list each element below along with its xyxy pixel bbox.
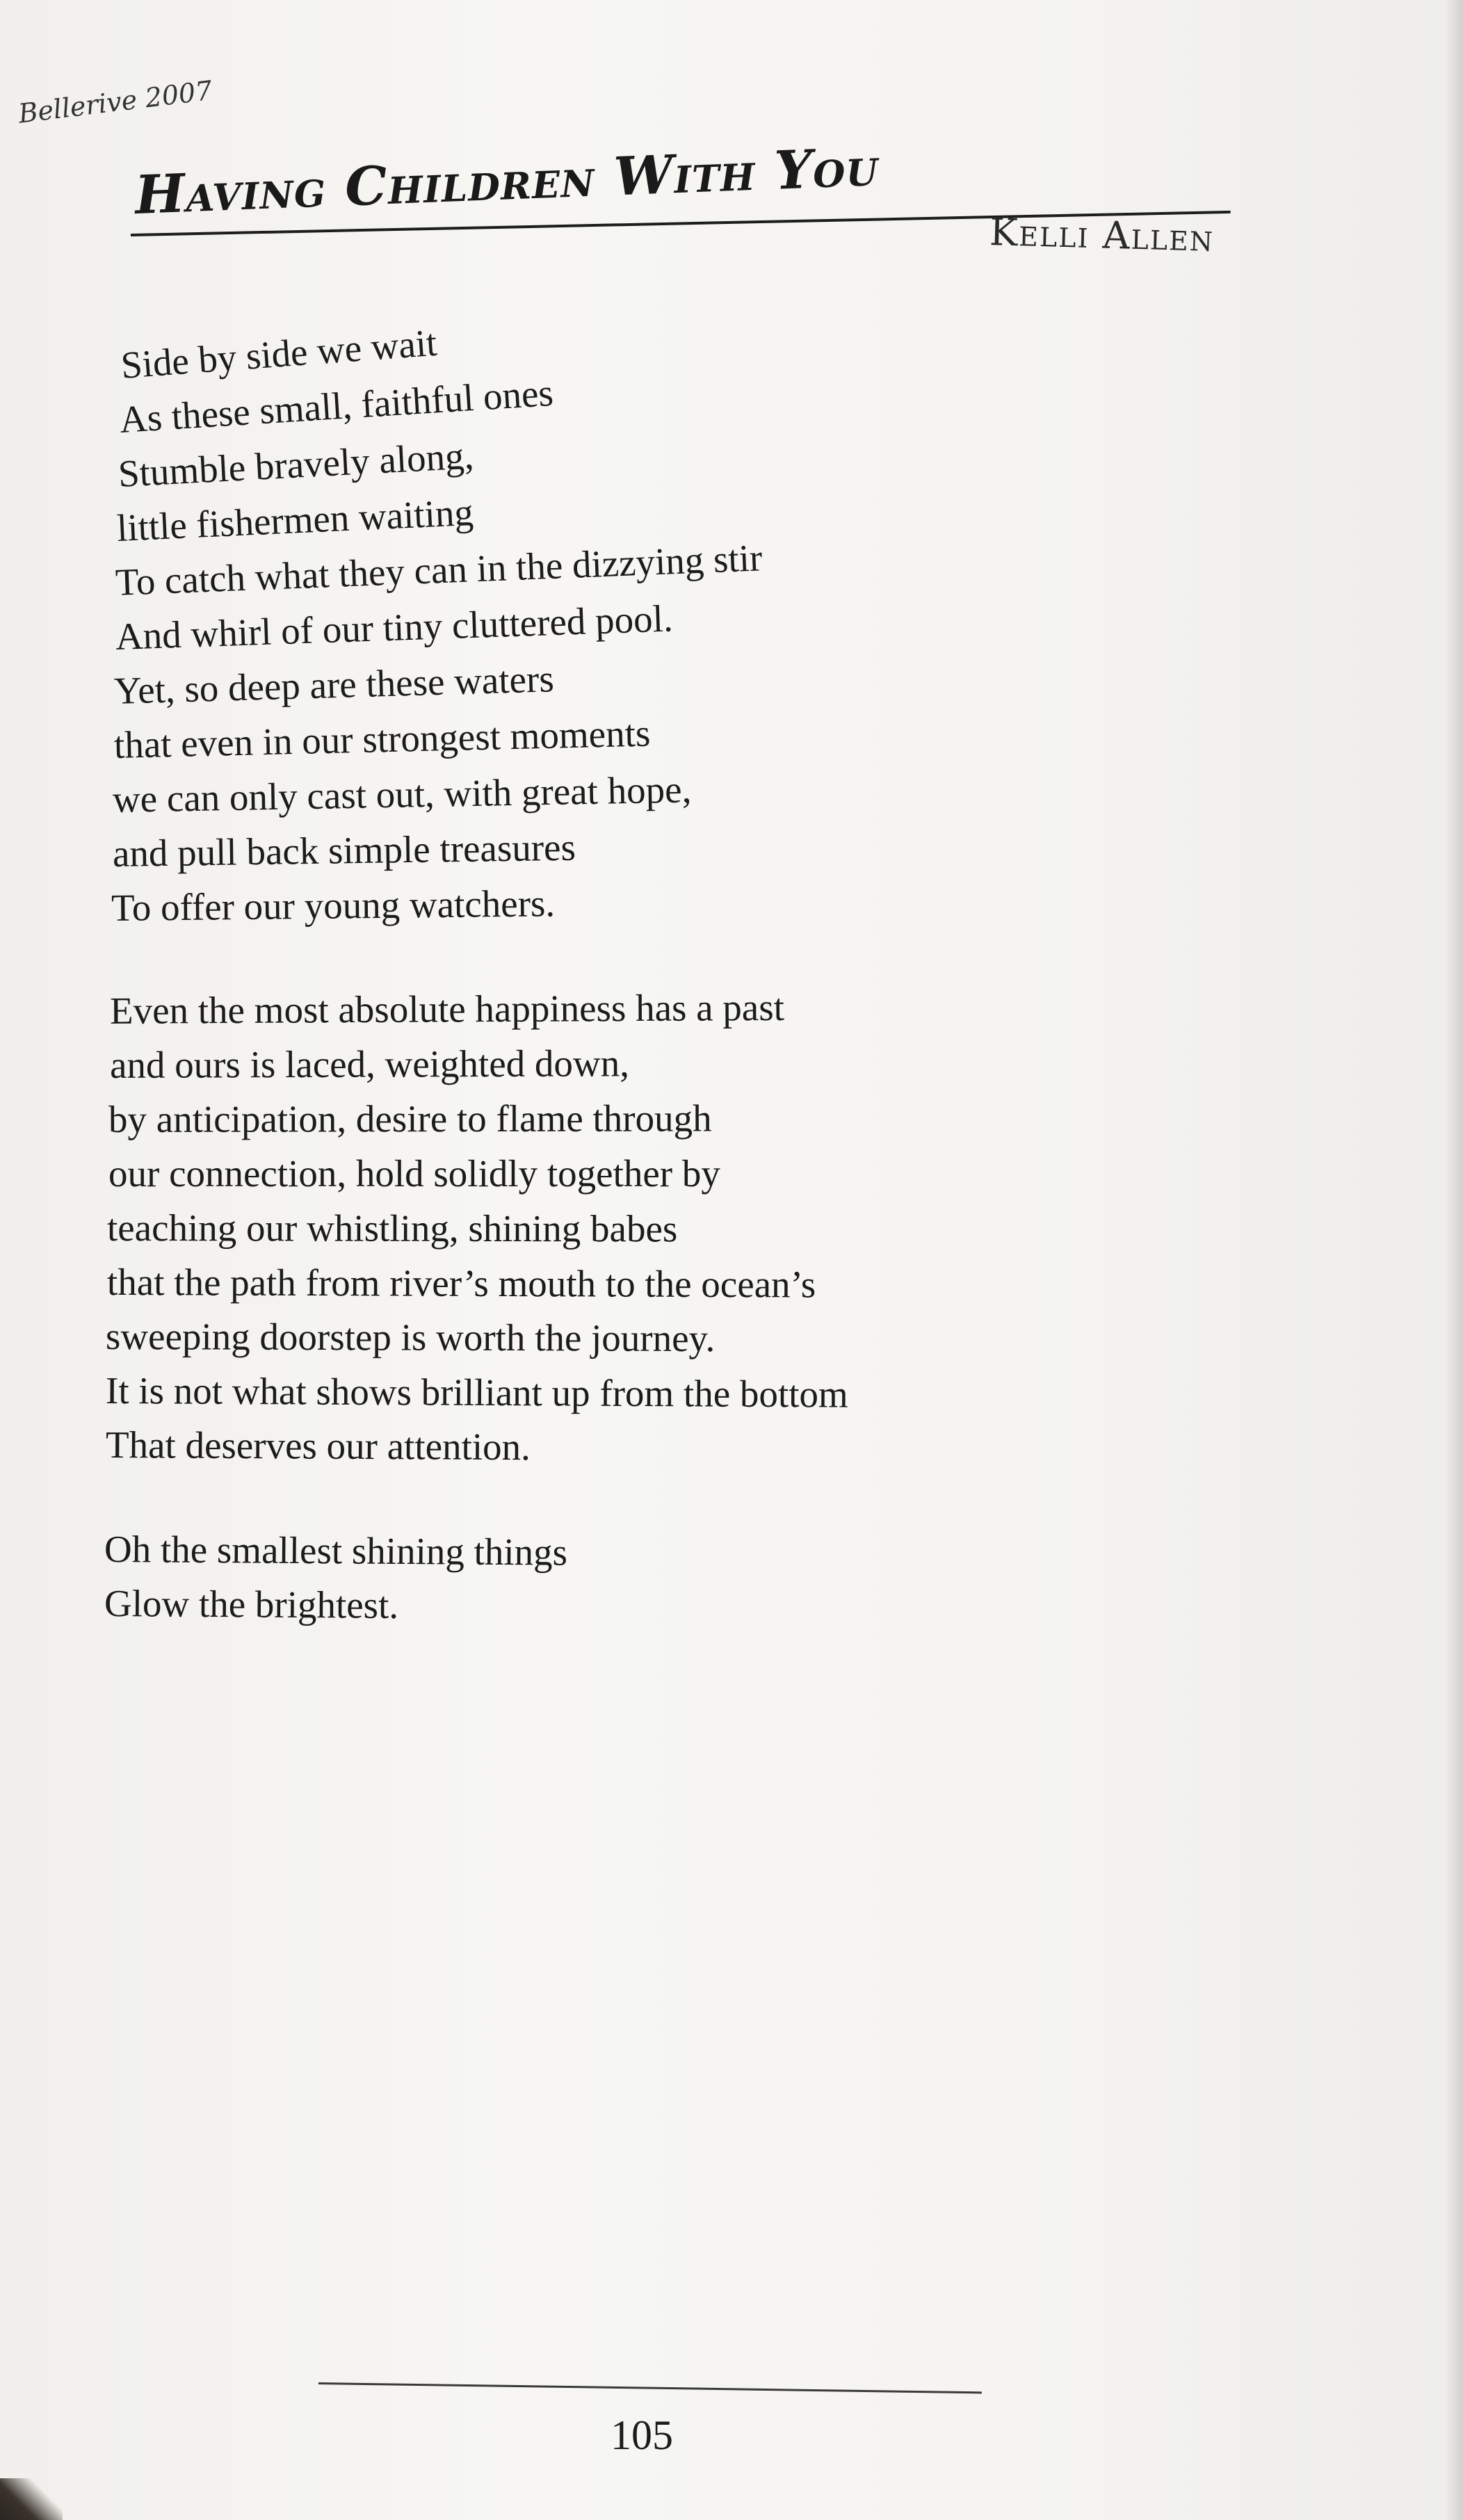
footer-rule bbox=[318, 2382, 982, 2393]
poem-line: by anticipation, desire to flame through bbox=[108, 1097, 712, 1140]
poem-line: Even the most absolute happiness has a past bbox=[109, 985, 785, 1032]
poem-line: As these small, faithful ones bbox=[118, 371, 555, 441]
poem-line: That deserves our attention. bbox=[105, 1423, 531, 1469]
page-number: 105 bbox=[611, 2412, 673, 2458]
poem-line: little fishermen waiting bbox=[115, 490, 475, 549]
poem-line: and ours is laced, weighted down, bbox=[109, 1042, 630, 1086]
poem-line: that even in our strongest moments bbox=[113, 711, 651, 766]
author-name: Kelli Allen bbox=[989, 210, 1215, 260]
page-corner-background bbox=[0, 2478, 63, 2520]
poem-line: that the path from river’s mouth to the ocean’s bbox=[106, 1261, 816, 1306]
poem-line: It is not what shows brilliant up from the bottom bbox=[105, 1369, 848, 1416]
poem-title: Having Children With You bbox=[134, 135, 880, 226]
page-edge-shadow bbox=[1445, 0, 1463, 2520]
poem-line: Oh the smallest shining things bbox=[104, 1528, 568, 1574]
poem-line: Glow the brightest. bbox=[104, 1582, 399, 1626]
poem-line: we can only cast out, with great hope, bbox=[112, 768, 692, 821]
poem-line: Stumble bravely along, bbox=[117, 434, 475, 495]
poem-line: teaching our whistling, shining babes bbox=[106, 1206, 678, 1250]
poem-line: Yet, so deep are these waters bbox=[113, 657, 555, 712]
poem-line: our connection, hold solidly together by bbox=[108, 1152, 720, 1195]
running-header: Bellerive 2007 bbox=[17, 74, 214, 129]
poem-line: To catch what they can in the dizzying stir bbox=[114, 536, 763, 604]
poem-line: and pull back simple treasures bbox=[112, 825, 576, 875]
poem-line: sweeping doorstep is worth the journey. bbox=[105, 1315, 716, 1360]
poem-line: And whirl of our tiny cluttered pool. bbox=[114, 597, 674, 658]
poem-line: To offer our young watchers. bbox=[111, 882, 556, 929]
poem-line: Side by side we wait bbox=[119, 321, 439, 387]
